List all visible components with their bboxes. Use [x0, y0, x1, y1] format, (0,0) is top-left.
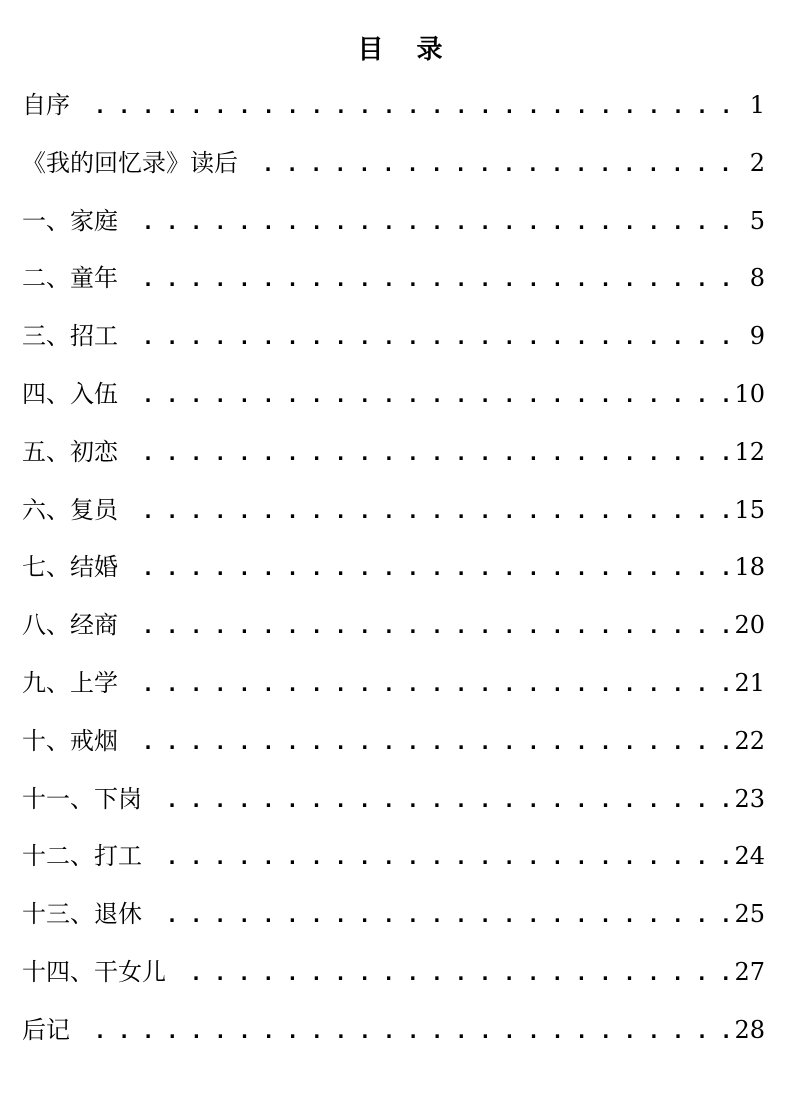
toc-entry-label: 七、结婚 [22, 553, 118, 582]
dot-leader [94, 85, 744, 127]
table-of-contents [22, 84, 765, 1067]
toc-entry-enlistment[interactable] [22, 373, 765, 431]
dot-leader [166, 836, 728, 878]
dot-leader [166, 894, 728, 936]
toc-entry-family[interactable] [22, 200, 765, 258]
toc-entry-page-number: 18 [734, 553, 765, 582]
toc-entry-work[interactable] [22, 835, 765, 893]
dot-leader [142, 432, 728, 474]
toc-entry-layoff[interactable] [22, 778, 765, 836]
toc-entry-childhood[interactable] [22, 257, 765, 315]
toc-entry-label: 后记 [22, 1015, 70, 1044]
toc-entry-review[interactable] [22, 142, 765, 200]
dot-leader [190, 952, 728, 994]
toc-entry-label: 自序 [22, 91, 70, 119]
toc-entry-page-number: 22 [734, 726, 765, 755]
toc-entry-label: 十四、干女儿 [22, 957, 166, 986]
toc-entry-page-number: 10 [734, 379, 765, 408]
page-title: 目 录 [357, 35, 455, 65]
toc-entry-retirement[interactable] [22, 893, 765, 951]
toc-entry-page-number: 9 [749, 322, 765, 351]
toc-entry-label: 四、入伍 [22, 379, 118, 408]
toc-entry-marriage[interactable] [22, 546, 765, 604]
toc-entry-page-number: 28 [734, 1015, 765, 1044]
toc-entry-preface[interactable] [22, 84, 765, 142]
toc-entry-label: 二、童年 [22, 264, 118, 293]
toc-entry-page-number: 21 [734, 668, 765, 697]
toc-entry-label: 《我的回忆录》读后 [22, 148, 238, 177]
toc-entry-afterword[interactable] [22, 1009, 765, 1067]
toc-entry-page-number: 24 [734, 842, 765, 871]
toc-entry-page-number: 27 [734, 957, 765, 986]
toc-entry-page-number: 5 [749, 206, 765, 235]
dot-leader [142, 258, 744, 300]
toc-entry-goddaughter[interactable] [22, 951, 765, 1009]
toc-entry-label: 十一、下岗 [22, 784, 142, 813]
toc-entry-label: 十、戒烟 [22, 726, 118, 755]
dot-leader [94, 1010, 728, 1052]
toc-entry-page-number: 23 [734, 784, 765, 813]
toc-entry-quit-smoking[interactable] [22, 720, 765, 778]
toc-entry-page-number: 2 [749, 148, 765, 177]
toc-entry-label: 一、家庭 [22, 206, 118, 235]
dot-leader [142, 490, 728, 532]
toc-entry-label: 九、上学 [22, 668, 118, 697]
toc-entry-page-number: 15 [734, 495, 765, 524]
dot-leader [142, 201, 744, 243]
toc-entry-demobilization[interactable] [22, 489, 765, 547]
toc-entry-label: 八、经商 [22, 611, 118, 640]
dot-leader [142, 316, 744, 358]
toc-entry-label: 三、招工 [22, 322, 118, 351]
dot-leader [142, 605, 728, 647]
toc-entry-page-number: 12 [734, 437, 765, 466]
toc-entry-page-number: 8 [749, 264, 765, 293]
toc-entry-label: 十三、退休 [22, 900, 142, 929]
toc-entry-first-love[interactable] [22, 431, 765, 489]
dot-leader [142, 663, 728, 705]
toc-entry-page-number: 25 [734, 900, 765, 929]
dot-leader [166, 779, 728, 821]
toc-entry-page-number: 20 [734, 611, 765, 640]
dot-leader [142, 374, 728, 416]
dot-leader [262, 143, 744, 185]
toc-entry-page-number: 1 [749, 91, 765, 119]
toc-entry-recruitment[interactable] [22, 315, 765, 373]
dot-leader [142, 721, 728, 763]
toc-entry-business[interactable] [22, 604, 765, 662]
toc-entry-label: 十二、打工 [22, 842, 142, 871]
toc-entry-label: 六、复员 [22, 495, 118, 524]
dot-leader [142, 547, 728, 589]
toc-entry-label: 五、初恋 [22, 437, 118, 466]
toc-entry-school[interactable] [22, 662, 765, 720]
